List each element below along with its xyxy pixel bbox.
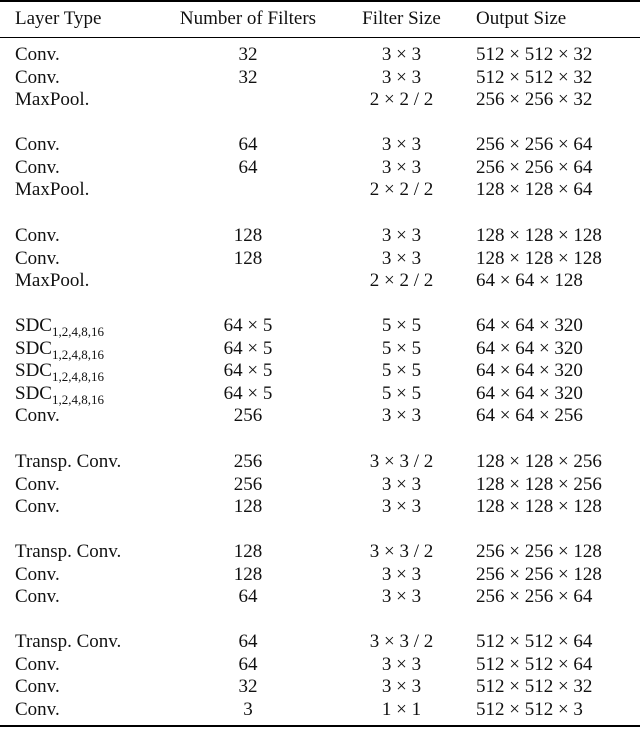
table-row xyxy=(0,541,640,563)
cell-number-of-filters: 64 × 5 xyxy=(223,360,273,382)
layer-type-text: Conv. xyxy=(15,134,60,155)
cell-output-size: 256 × 256 × 128 xyxy=(476,541,602,562)
cell-output-size: 128 × 128 × 64 xyxy=(476,179,593,201)
cell-number-of-filters: 64 xyxy=(238,134,258,155)
layer-type-text: SDC xyxy=(15,337,52,359)
cell-layer-type xyxy=(0,270,160,292)
cell-output-size: 512 × 512 × 32 xyxy=(476,676,593,698)
cell-number-of-filters: 64 × 5 xyxy=(223,315,273,336)
cell-number-of-filters: 256 xyxy=(233,473,263,495)
header-rule xyxy=(0,37,640,38)
cell-number-of-filters: 128 xyxy=(233,225,263,246)
cell-layer-type xyxy=(0,315,160,337)
cell-filter-size: 5 × 5 xyxy=(381,382,422,404)
layer-type-text: Conv. xyxy=(15,247,60,269)
table-row xyxy=(0,134,640,156)
cell-output-size: 64 × 64 × 320 xyxy=(476,315,583,336)
layer-type-text: Transp. Conv. xyxy=(15,451,122,472)
table-row xyxy=(0,315,640,337)
cell-filter-size: 3 × 3 xyxy=(381,156,422,178)
cell-output-size: 128 × 128 × 256 xyxy=(476,451,602,472)
cell-filter-size: 3 × 3 xyxy=(381,44,422,65)
cell-output-size: 256 × 256 × 128 xyxy=(476,563,602,585)
table-row xyxy=(0,496,640,518)
layer-type-text: Conv. xyxy=(15,66,60,88)
cell-filter-size: 3 × 3 / 2 xyxy=(369,541,434,562)
layer-type-text: Conv. xyxy=(15,586,60,608)
cell-filter-size: 3 × 3 xyxy=(381,653,422,675)
dilation-rates: 1,2,4,8,16 xyxy=(51,346,104,362)
cell-filter-size: 2 × 2 / 2 xyxy=(369,89,434,111)
cell-filter-size: 2 × 2 / 2 xyxy=(369,179,434,201)
cell-number-of-filters: 32 xyxy=(238,44,258,65)
cell-filter-size: 3 × 3 xyxy=(381,586,422,608)
layer-type-text: Conv. xyxy=(15,156,60,178)
table-row xyxy=(0,270,640,292)
cell-filter-size: 3 × 3 xyxy=(381,247,422,269)
dilation-rates: 1,2,4,8,16 xyxy=(51,391,104,407)
layer-type-text: Conv. xyxy=(15,653,60,675)
cell-number-of-filters: 128 xyxy=(233,541,263,562)
cell-layer-type xyxy=(0,699,160,721)
cell-layer-type xyxy=(0,360,160,385)
cell-layer-type xyxy=(0,338,160,360)
table-row xyxy=(0,564,640,586)
cell-layer-type xyxy=(0,44,160,66)
cell-filter-size: 3 × 3 xyxy=(381,563,422,585)
layer-type-text: Conv. xyxy=(15,563,60,585)
layer-type-text: Transp. Conv. xyxy=(15,541,122,562)
cell-layer-type xyxy=(0,225,160,247)
cell-layer-type xyxy=(0,496,160,518)
layer-type-text: Conv. xyxy=(15,225,60,246)
cell-filter-size: 3 × 3 xyxy=(381,676,422,698)
cell-output-size: 512 × 512 × 32 xyxy=(476,44,593,65)
cell-output-size: 512 × 512 × 64 xyxy=(476,631,593,652)
cell-number-of-filters xyxy=(160,179,336,201)
table-row xyxy=(0,383,640,405)
layer-type-text: Conv. xyxy=(15,676,60,698)
table-row xyxy=(0,405,640,427)
cell-output-size: 64 × 64 × 320 xyxy=(476,360,583,382)
cell-number-of-filters: 64 xyxy=(238,631,258,652)
cell-layer-type xyxy=(0,676,160,698)
cell-filter-size: 3 × 3 xyxy=(381,66,422,88)
cell-layer-type xyxy=(0,179,160,201)
cell-filter-size: 1 × 1 xyxy=(381,698,422,720)
layer-type-text: MaxPool. xyxy=(15,179,90,201)
layer-type-text: SDC xyxy=(15,382,52,404)
cell-filter-size: 2 × 2 / 2 xyxy=(369,270,434,292)
dilation-rates: 1,2,4,8,16 xyxy=(51,324,104,339)
cell-layer-type xyxy=(0,631,160,653)
cell-output-size: 128 × 128 × 256 xyxy=(476,473,602,495)
layer-type-text: Conv. xyxy=(15,405,60,427)
cell-output-size: 512 × 512 × 32 xyxy=(476,66,593,88)
cell-filter-size: 3 × 3 / 2 xyxy=(369,451,434,472)
table-row xyxy=(0,451,640,473)
table-row xyxy=(0,225,640,247)
cell-layer-type xyxy=(0,248,160,270)
cell-output-size: 64 × 64 × 128 xyxy=(476,270,583,292)
layer-type-text: Transp. Conv. xyxy=(15,631,122,652)
header-layer-type: Layer Type xyxy=(15,8,102,29)
table-row xyxy=(0,676,640,698)
cell-filter-size: 5 × 5 xyxy=(381,337,422,359)
cell-number-of-filters: 256 xyxy=(233,405,263,427)
cell-layer-type xyxy=(0,654,160,676)
cell-number-of-filters: 64 × 5 xyxy=(223,337,273,359)
layer-type-text: Conv. xyxy=(15,496,60,518)
layer-type-text: MaxPool. xyxy=(15,270,90,292)
layer-type-text: MaxPool. xyxy=(15,89,90,111)
cell-output-size: 256 × 256 × 64 xyxy=(476,156,593,178)
header-number-of-filters: Number of Filters xyxy=(179,8,317,29)
layer-type-text: SDC xyxy=(15,315,52,336)
cell-layer-type xyxy=(0,67,160,89)
table-row xyxy=(0,586,640,608)
cell-output-size: 64 × 64 × 320 xyxy=(476,382,583,404)
cell-layer-type xyxy=(0,89,160,111)
table-row xyxy=(0,699,640,721)
cell-output-size: 256 × 256 × 32 xyxy=(476,89,593,111)
table-row xyxy=(0,338,640,360)
table-row xyxy=(0,360,640,385)
table-row xyxy=(0,654,640,676)
cell-number-of-filters: 128 xyxy=(233,496,263,518)
cell-layer-type xyxy=(0,383,160,405)
cell-filter-size: 3 × 3 xyxy=(381,225,422,246)
cell-number-of-filters: 64 xyxy=(238,653,258,675)
cell-number-of-filters: 128 xyxy=(233,563,263,585)
cell-number-of-filters xyxy=(160,270,336,292)
table-row xyxy=(0,67,640,89)
layer-type-text: Conv. xyxy=(15,44,60,65)
cell-output-size: 256 × 256 × 64 xyxy=(476,586,593,608)
header-filter-size: Filter Size xyxy=(362,8,441,29)
cell-output-size: 128 × 128 × 128 xyxy=(476,247,602,269)
cell-layer-type xyxy=(0,405,160,427)
cell-layer-type xyxy=(0,564,160,586)
cell-layer-type xyxy=(0,541,160,563)
cell-output-size: 256 × 256 × 64 xyxy=(476,134,593,155)
header-output-size: Output Size xyxy=(476,8,567,29)
cell-number-of-filters: 3 xyxy=(243,698,253,720)
table-row xyxy=(0,474,640,496)
table-row xyxy=(0,631,640,653)
table-row xyxy=(0,157,640,179)
table-header xyxy=(0,8,640,30)
top-rule xyxy=(0,0,640,2)
cell-output-size: 64 × 64 × 320 xyxy=(476,337,583,359)
cell-number-of-filters: 128 xyxy=(233,247,263,269)
cell-layer-type xyxy=(0,157,160,179)
cell-output-size: 128 × 128 × 128 xyxy=(476,496,602,518)
cell-number-of-filters xyxy=(160,89,336,111)
cell-output-size: 512 × 512 × 3 xyxy=(476,698,583,720)
cell-number-of-filters: 32 xyxy=(238,66,258,88)
dilation-rates: 1,2,4,8,16 xyxy=(51,369,104,385)
cell-number-of-filters: 32 xyxy=(238,676,258,698)
cell-number-of-filters: 64 × 5 xyxy=(223,382,273,404)
cell-filter-size: 3 × 3 xyxy=(381,405,422,427)
layer-type-text: Conv. xyxy=(15,698,60,720)
layer-type-text: SDC xyxy=(15,360,52,382)
table-row xyxy=(0,179,640,201)
table-row xyxy=(0,44,640,66)
cell-number-of-filters: 64 xyxy=(238,156,258,178)
cell-layer-type xyxy=(0,451,160,473)
cell-filter-size: 3 × 3 xyxy=(381,473,422,495)
cell-output-size: 64 × 64 × 256 xyxy=(476,405,583,427)
cell-filter-size: 5 × 5 xyxy=(381,360,422,382)
cell-filter-size: 3 × 3 xyxy=(381,496,422,518)
cell-output-size: 512 × 512 × 64 xyxy=(476,653,593,675)
cell-layer-type xyxy=(0,134,160,156)
bottom-rule xyxy=(0,725,640,727)
cell-filter-size: 3 × 3 xyxy=(381,134,422,155)
cell-number-of-filters: 256 xyxy=(233,451,263,472)
cell-layer-type xyxy=(0,586,160,608)
layer-type-text: Conv. xyxy=(15,473,60,495)
table-row xyxy=(0,248,640,270)
cell-filter-size: 5 × 5 xyxy=(381,315,422,336)
cell-layer-type xyxy=(0,474,160,496)
cell-output-size: 128 × 128 × 128 xyxy=(476,225,602,246)
cell-number-of-filters: 64 xyxy=(238,586,258,608)
cell-filter-size: 3 × 3 / 2 xyxy=(369,631,434,652)
table-row xyxy=(0,89,640,111)
